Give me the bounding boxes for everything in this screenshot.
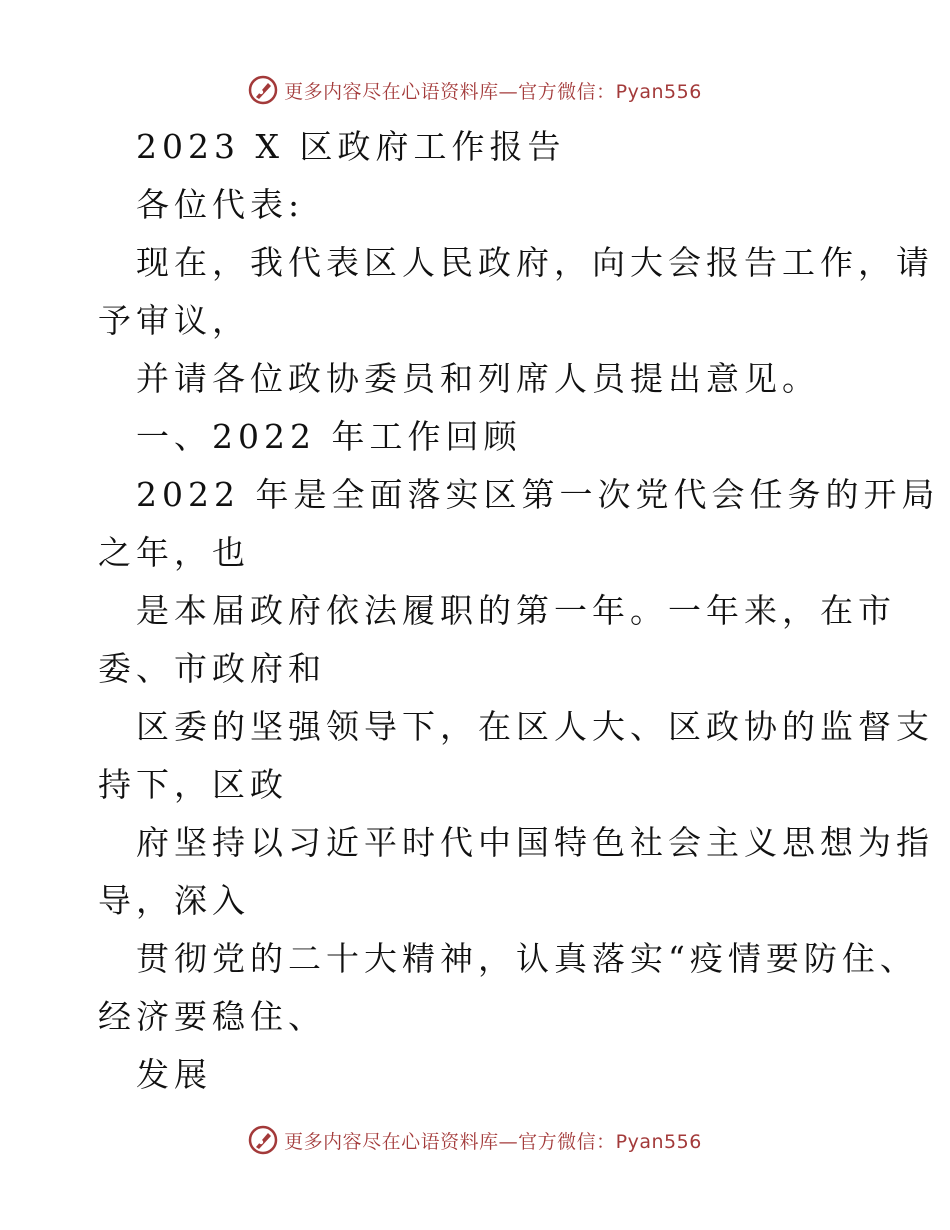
- paragraph-line: 2022 年是全面落实区第一次党代会任务的开局: [136, 475, 940, 514]
- paragraph-line: 持下，区政: [98, 765, 288, 804]
- paragraph-line: 发展: [136, 1055, 212, 1094]
- paragraph-line: 现在，我代表区人民政府，向大会报告工作，请: [136, 243, 934, 282]
- document-title: 2023 X 区政府工作报告: [136, 127, 566, 166]
- paragraph-line: 府坚持以习近平时代中国特色社会主义思想为指: [136, 823, 934, 862]
- paragraph-line: 是本届政府依法履职的第一年。一年来，在市: [136, 591, 896, 630]
- paragraph-line: 贯彻党的二十大精神，认真落实“疫情要防住、: [136, 939, 918, 978]
- paragraph-line: 予审议，: [98, 301, 250, 340]
- paragraph-line: 导，深入: [98, 881, 250, 920]
- watermark-text: 更多内容尽在心语资料库—官方微信：Pyan556: [284, 1130, 702, 1153]
- paragraph-line: 之年，也: [98, 533, 250, 572]
- watermark-text: 更多内容尽在心语资料库—官方微信：Pyan556: [284, 80, 702, 103]
- paragraph-line: 经济要稳住、: [98, 997, 326, 1036]
- footer-watermark: [0, 1120, 950, 1160]
- paragraph-line: 委、市政府和: [98, 649, 326, 688]
- pen-logo-icon: [248, 75, 278, 105]
- salutation: 各位代表:: [136, 185, 305, 224]
- pen-logo-icon: [248, 1125, 278, 1155]
- paragraph-line: 并请各位政协委员和列席人员提出意见。: [136, 359, 820, 398]
- section-heading: 一、2022 年工作回顾: [136, 417, 522, 456]
- header-watermark: [0, 70, 950, 110]
- document-body: [98, 118, 940, 1104]
- paragraph-line: 区委的坚强领导下，在区人大、区政协的监督支: [136, 707, 934, 746]
